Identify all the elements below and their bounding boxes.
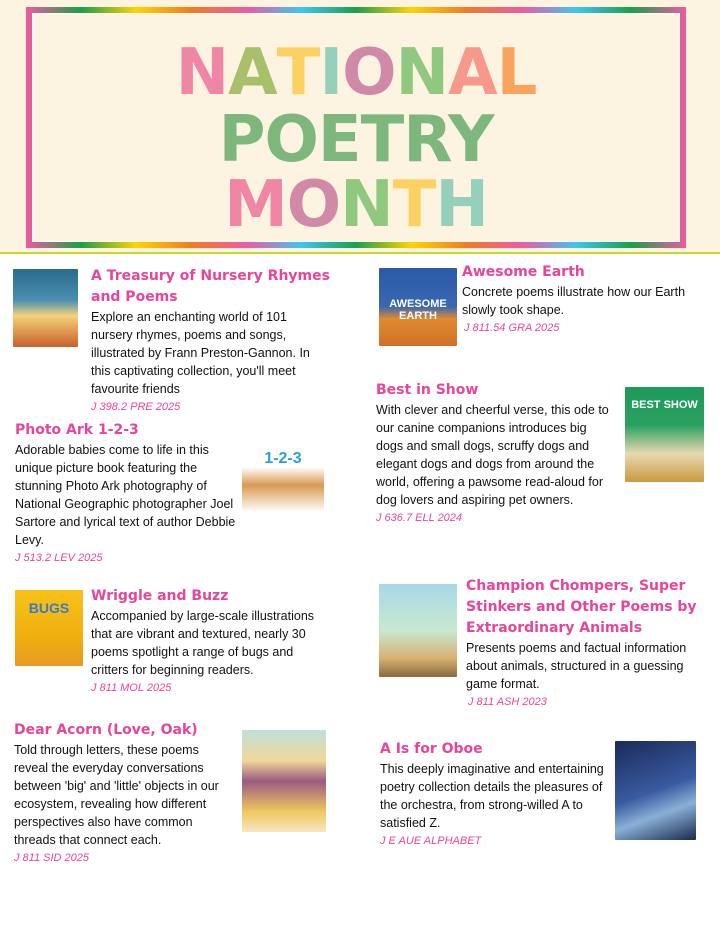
book-title[interactable]: A Is for Oboe <box>380 741 483 757</box>
book-title[interactable]: Awesome Earth <box>462 264 585 280</box>
banner-line-month <box>32 168 680 242</box>
book-title[interactable]: A Treasury of Nursery Rhymes and Poems <box>91 268 330 305</box>
book-description: This deeply imaginative and entertaining poetry collection details the pleasures of the orchestra, from strong-willed A to satisfied Z. <box>380 762 604 830</box>
book-title[interactable]: Photo Ark 1-2-3 <box>15 422 139 438</box>
call-number: J 398.2 PRE 2025 <box>91 401 181 413</box>
book-cover-photo-ark[interactable]: 1-2-3 <box>242 422 324 512</box>
book-title[interactable]: Champion Chompers, Super Stinkers and Other Poems by Extraordinary Animals <box>466 578 697 636</box>
book-description: Presents poems and factual information about animals, structured in a guessing game format. <box>466 641 687 691</box>
book-cover-awesome-earth[interactable]: AWESOME EARTH <box>379 268 457 346</box>
call-number: J 811.54 GRA 2025 <box>464 322 560 334</box>
call-number: J 636.7 ELL 2024 <box>376 512 463 524</box>
book-entry-a-is-for-oboe <box>380 739 610 848</box>
book-entry-photo-ark <box>15 420 237 565</box>
call-number: J 513.2 LEV 2025 <box>15 552 103 564</box>
banner-letter: N <box>340 168 393 242</box>
banner-letter: O <box>342 36 396 110</box>
call-number: J 811 SID 2025 <box>14 852 90 864</box>
book-entry-awesome-earth <box>462 262 712 335</box>
call-number: J 811 MOL 2025 <box>91 682 172 694</box>
book-entry-best-in-show <box>376 380 616 525</box>
banner-letter: M <box>224 168 287 242</box>
book-cover-champion-chompers[interactable] <box>379 584 457 677</box>
banner-letter: N <box>395 36 449 110</box>
call-number: J E AUE ALPHABET <box>380 835 482 847</box>
banner-letter: I <box>319 36 343 110</box>
book-description: Concrete poems illustrate how our Earth slowly took shape. <box>462 285 686 317</box>
book-description: Explore an enchanting world of 101 nursery rhymes, poems and songs, illustrated by Frann Preston-Gannon. In this captivating collection, you'll meet favourite friends <box>91 310 310 396</box>
book-entry-dear-acorn <box>14 720 236 865</box>
banner-letter: T <box>276 36 320 110</box>
book-entry-wriggle-and-buzz <box>91 586 331 695</box>
book-description: Adorable babies come to life in this unique picture book featuring the stunning Photo Ark photography of National Geographic photographer Joel Sartore and lyrical text of author Debbie Levy. <box>15 443 236 547</box>
book-title[interactable]: Best in Show <box>376 382 479 398</box>
rainbow-frame <box>26 7 686 248</box>
call-number: J 811 ASH 2023 <box>468 696 547 708</box>
banner-letter: O <box>286 168 341 242</box>
banner-line-poetry: POETRY <box>218 103 494 177</box>
banner-letter: N <box>175 36 229 110</box>
national-poetry-month-banner <box>0 0 720 254</box>
book-title[interactable]: Wriggle and Buzz <box>91 588 229 604</box>
banner-letter: A <box>448 36 497 110</box>
book-entry-champion-chompers <box>466 576 706 709</box>
book-description: With clever and cheerful verse, this ode to our canine companions introduces big dogs and small dogs, scruffy dogs and elegant dogs and dogs from around the world, offering a pawsome read-aloud for dog lovers and aspiring pet owners. <box>376 403 609 507</box>
banner-letter: H <box>435 168 488 242</box>
book-cover-a-is-for-oboe[interactable] <box>615 741 696 840</box>
book-cover-wriggle-and-buzz[interactable]: BUGS <box>15 590 83 666</box>
book-title[interactable]: Dear Acorn (Love, Oak) <box>14 722 198 738</box>
book-entry-treasury <box>91 266 331 414</box>
banner-letter: L <box>496 36 537 110</box>
book-cover-best-in-show[interactable]: BEST SHOW <box>625 387 704 482</box>
banner-line-national <box>32 36 680 110</box>
banner-letter: A <box>228 36 277 110</box>
banner-letter: T <box>392 168 436 242</box>
book-description: Told through letters, these poems reveal the everyday conversations between 'big' and 'little' objects in our ecosystem, revealing how different perspectives also have common threads that connect each. <box>14 743 219 847</box>
book-description: Accompanied by large-scale illustrations that are vibrant and textured, nearly 30 poems spotlight a range of bugs and critters for beginning readers. <box>91 609 315 677</box>
book-cover-dear-acorn[interactable] <box>242 730 326 832</box>
book-cover-treasury[interactable] <box>13 269 78 347</box>
